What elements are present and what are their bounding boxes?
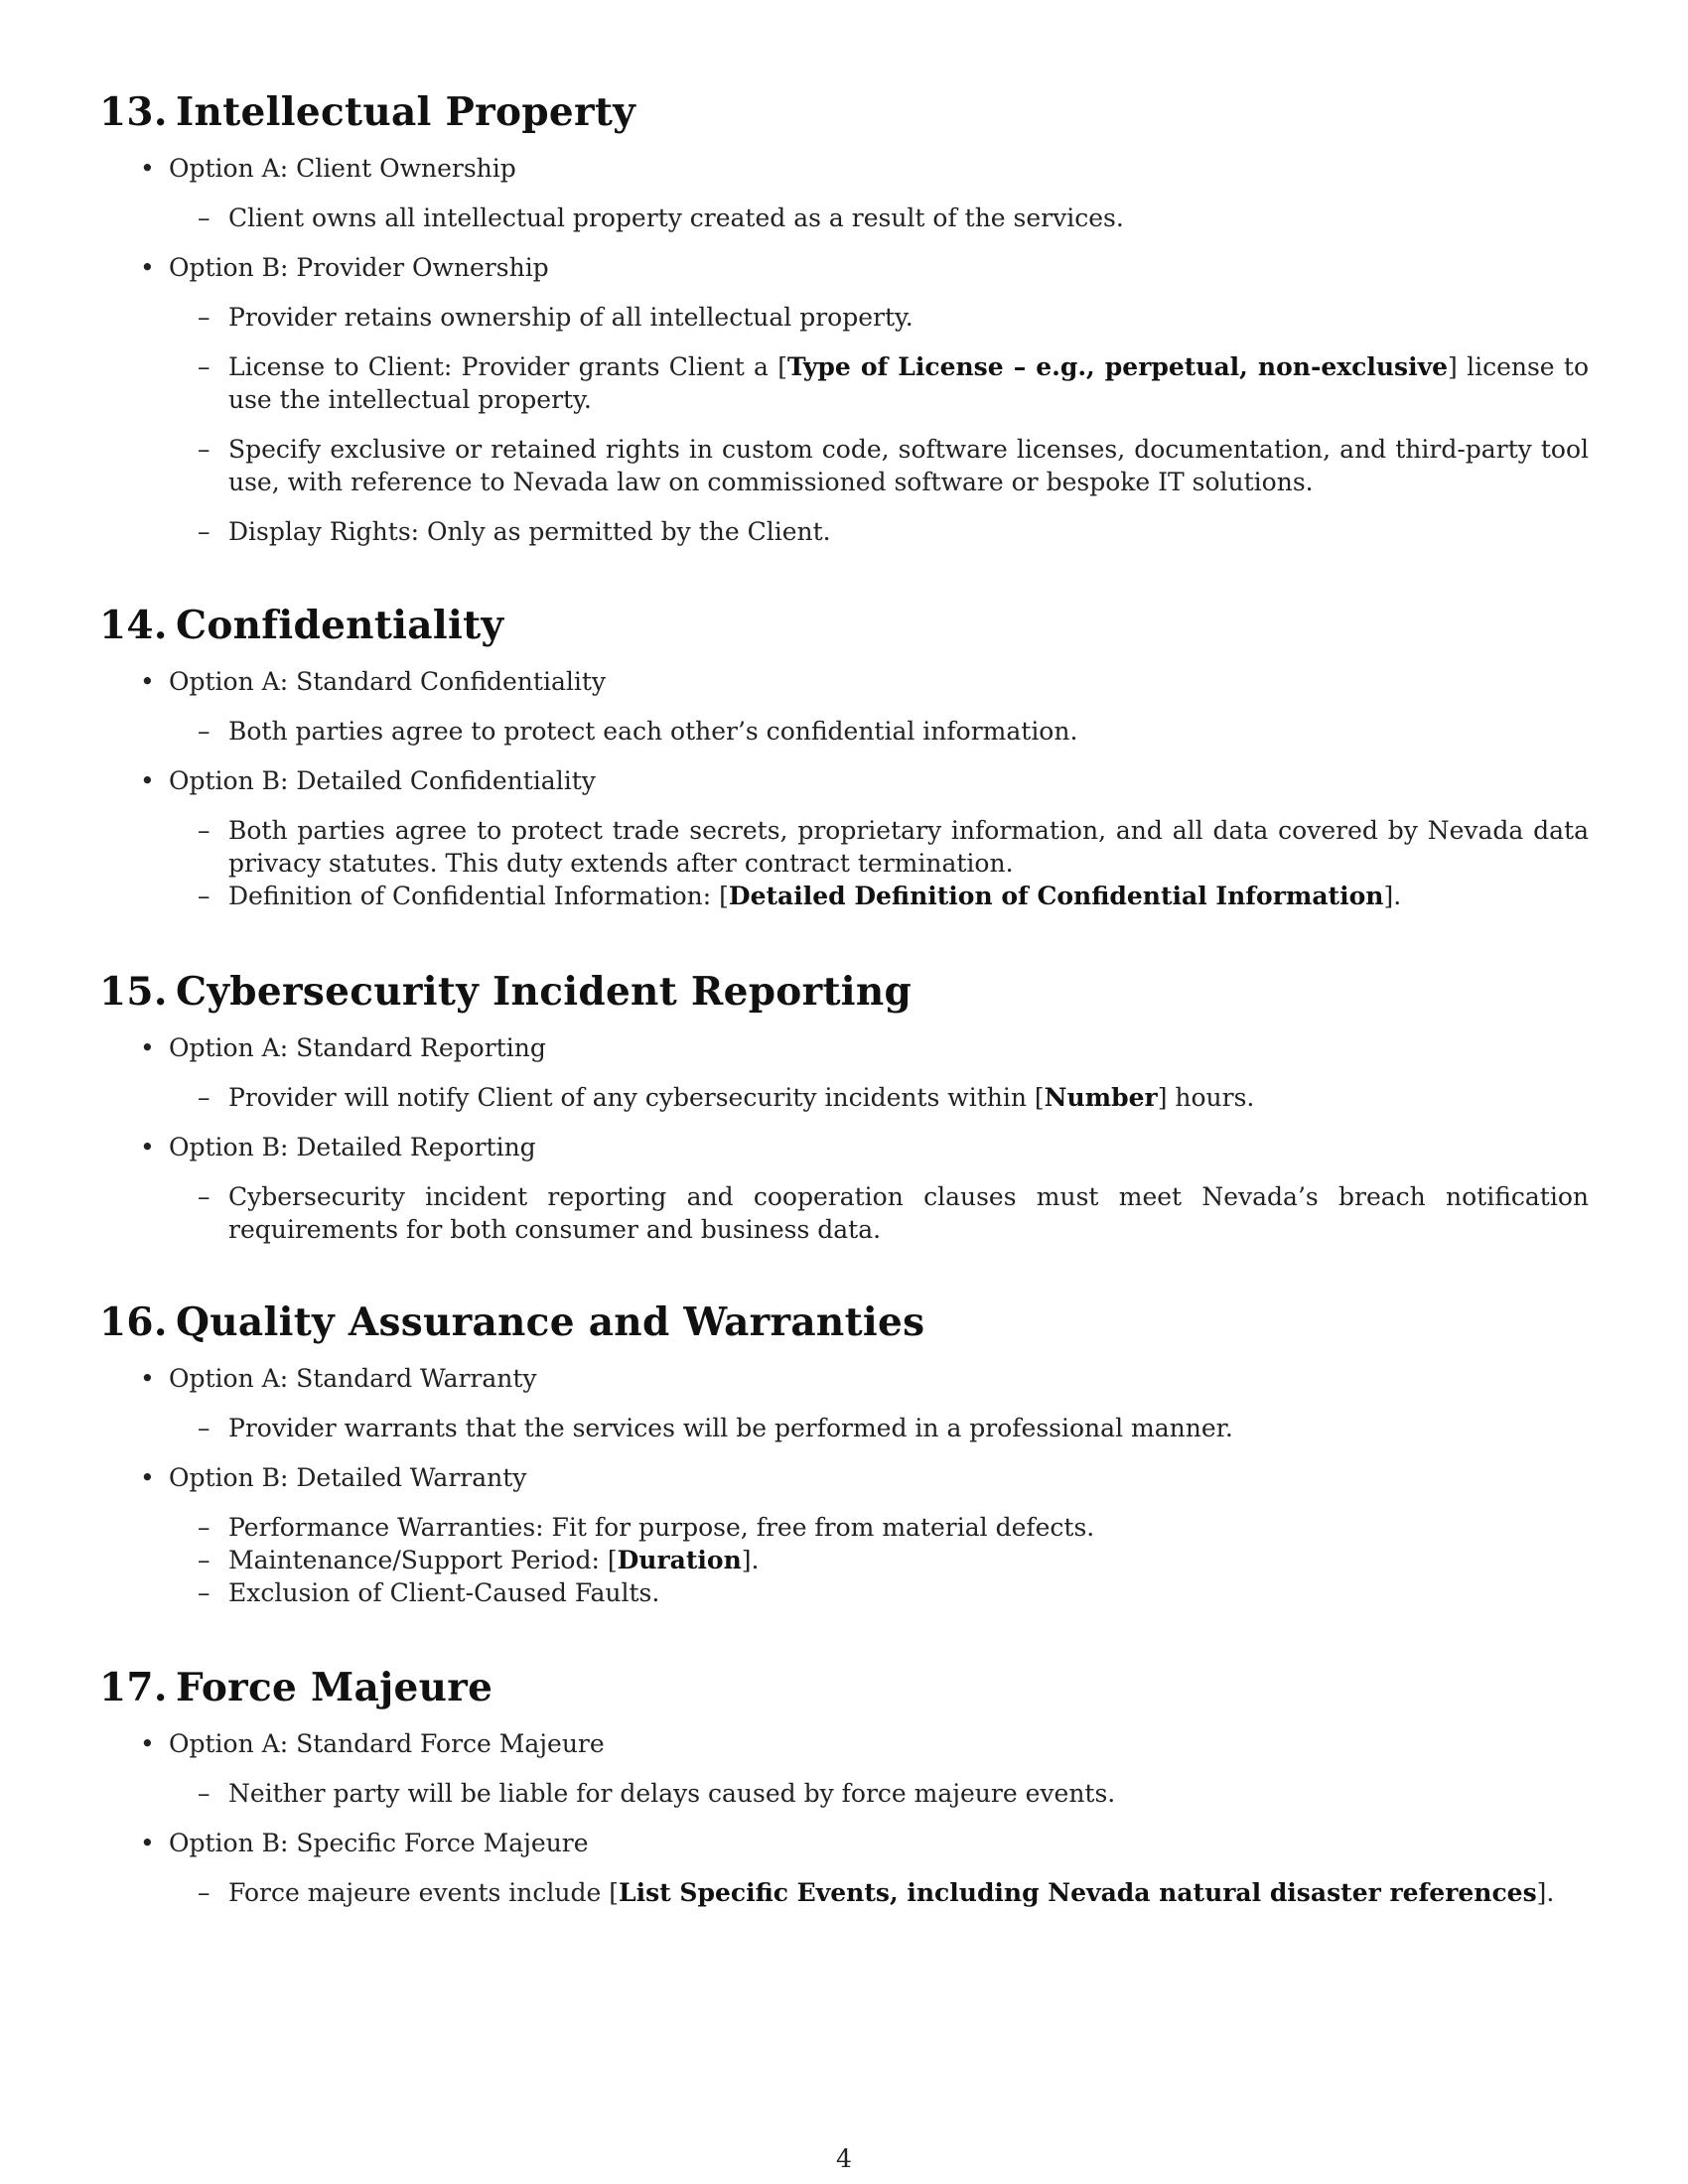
list-item: – Force majeure events include [List Specific Events, including Nevada natural disaster references]. [198,1878,1555,1907]
list-item: – Specify exclusive or retained rights in custom code, software licenses, documentation, and third-party tool use, with reference to Nevada law on commissioned software or bespoke IT solutions. [198,435,1589,496]
placeholder-field: Detailed Definition of Confidential Information [728,882,1384,910]
list-item: – Display Rights: Only as permitted by the Client. [198,517,831,546]
section-heading [99,89,1589,135]
bullet-icon: • [140,1133,155,1161]
option-item [99,251,1589,548]
section-heading [99,603,1589,648]
sub-list [99,715,1589,748]
section-number: 15. [99,969,168,1015]
sub-list [99,1876,1589,1909]
bullet-icon: • [140,1829,155,1857]
sub-list [99,1412,1589,1444]
list-item: – Neither party will be liable for delays caused by force majeure events. [198,1779,1116,1808]
bullet-icon: • [140,1364,155,1393]
placeholder-field: Type of License – e.g., perpetual, non-exclusive [787,352,1449,381]
section-17 [99,1665,1589,1909]
dash-icon: – [198,882,211,910]
bullet-icon: • [140,766,155,795]
option-label: Option A: Client Ownership [169,154,516,183]
option-label: Option B: Detailed Reporting [169,1133,536,1161]
section-14 [99,603,1589,912]
dash-icon: – [198,1779,211,1808]
option-list [99,1031,1589,1246]
section-title: Quality Assurance and Warranties [176,1299,925,1345]
placeholder-field: Number [1044,1083,1158,1112]
option-label: Option B: Specific Force Majeure [169,1829,589,1857]
page-number: 4 [836,2144,852,2173]
option-item [99,1827,1589,1909]
section-number: 17. [99,1665,168,1710]
option-label: Option A: Standard Force Majeure [169,1729,605,1758]
section-heading [99,1665,1589,1710]
placeholder-field: Duration [617,1546,742,1574]
section-13 [99,89,1589,548]
list-item: – Performance Warranties: Fit for purpose, free from material defects. [198,1513,1095,1542]
list-item: – Definition of Confidential Information: [Detailed Definition of Confidential Information]. [198,882,1402,910]
option-label: Option B: Detailed Confidentiality [169,766,596,795]
sub-list [99,1081,1589,1114]
list-item: – Exclusion of Client-Caused Faults. [198,1578,660,1607]
list-item: – Both parties agree to protect trade secrets, proprietary information, and all data covered by Nevada data privacy statutes. This duty extends after contract termination. [198,816,1589,878]
section-title: Cybersecurity Incident Reporting [176,969,913,1015]
dash-icon: – [198,1414,211,1442]
section-title: Force Majeure [176,1665,493,1710]
sub-list [99,1777,1589,1810]
dash-icon: – [198,1578,211,1607]
option-item [99,1362,1589,1444]
option-item [99,1031,1589,1114]
section-15 [99,969,1589,1246]
dash-icon: – [198,303,211,332]
option-label: Option B: Provider Ownership [169,253,549,282]
dash-icon: – [198,816,211,845]
option-item [99,1727,1589,1810]
list-item: – Client owns all intellectual property created as a result of the services. [198,204,1124,232]
option-label: Option B: Detailed Warranty [169,1463,527,1492]
option-list [99,1362,1589,1609]
option-item [99,1461,1589,1609]
option-item [99,665,1589,748]
dash-icon: – [198,517,211,546]
dash-icon: – [198,1513,211,1542]
list-item: – License to Client: Provider grants Client a [Type of License – e.g., perpetual, non-exclusive] license to use the intellectual property. [198,352,1589,414]
option-item [99,764,1589,912]
dash-icon: – [198,352,211,381]
dash-icon: – [198,204,211,232]
option-label: Option A: Standard Confidentiality [169,667,607,696]
dash-icon: – [198,1182,211,1211]
dash-icon: – [198,435,211,464]
option-list [99,152,1589,548]
dash-icon: – [198,1546,211,1574]
list-item: – Provider will notify Client of any cybersecurity incidents within [Number] hours. [198,1083,1255,1112]
sub-list [99,202,1589,234]
list-item: – Cybersecurity incident reporting and cooperation clauses must meet Nevada’s breach notification requirements for both consumer and business data. [198,1182,1589,1244]
option-list [99,1727,1589,1909]
section-16 [99,1299,1589,1609]
option-item [99,1131,1589,1246]
bullet-icon: • [140,154,155,183]
placeholder-field: List Specific Events, including Nevada natural disaster references [619,1878,1537,1907]
dash-icon: – [198,1083,211,1112]
list-item: – Provider retains ownership of all intellectual property. [198,303,914,332]
bullet-icon: • [140,1033,155,1062]
sub-list [99,814,1589,912]
section-title: Intellectual Property [176,89,636,135]
list-item: – Both parties agree to protect each other’s confidential information. [198,717,1078,746]
option-list [99,665,1589,912]
bullet-icon: • [140,667,155,696]
sub-list [99,301,1589,548]
option-label: Option A: Standard Reporting [169,1033,546,1062]
section-number: 13. [99,89,168,135]
section-number: 14. [99,603,168,648]
dash-icon: – [198,1878,211,1907]
dash-icon: – [198,717,211,746]
bullet-icon: • [140,1729,155,1758]
option-item [99,152,1589,234]
list-item: – Provider warrants that the services will be performed in a professional manner. [198,1414,1233,1442]
bullet-icon: • [140,253,155,282]
list-item: – Maintenance/Support Period: [Duration]. [198,1546,760,1574]
bullet-icon: • [140,1463,155,1492]
option-label: Option A: Standard Warranty [169,1364,537,1393]
section-heading [99,969,1589,1015]
sub-list [99,1511,1589,1609]
sub-list [99,1180,1589,1246]
section-heading [99,1299,1589,1345]
section-number: 16. [99,1299,168,1345]
section-title: Confidentiality [176,603,504,648]
